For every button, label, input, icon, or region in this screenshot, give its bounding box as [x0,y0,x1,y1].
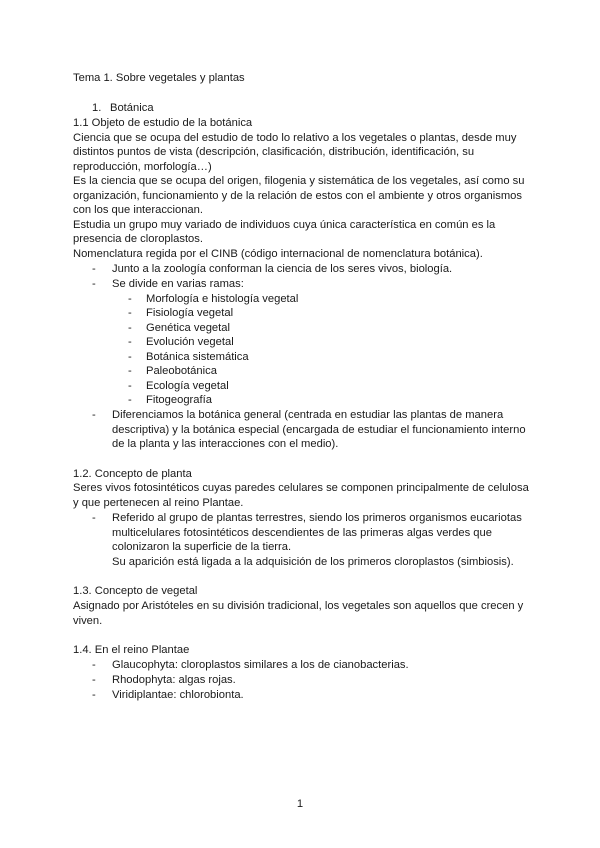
branch-item: Fitogeografía [146,394,212,406]
bullet-item: Referido al grupo de plantas terrestres, siendo los primeros organismos eucariotas [112,512,522,524]
bullet-item-continuation: multicelulares fotosintéticos descendientes de las primeras algas verdes que [112,527,492,539]
paragraph-line: distintos puntos de vista (descripción, clasificación, distribución, identificación, su [73,146,475,158]
branch-item: Genética vegetal [146,322,230,334]
paragraph-line: organización, funcionamiento y de la relación de estos con el ambiente y otros organismos [73,190,522,202]
section-1-3-heading: 1.3. Concepto de vegetal [73,585,198,597]
paragraph-line: Estudia un grupo muy variado de individuos cuya única característica en común es la [73,219,496,231]
bullet-dash: - [92,512,96,524]
paragraph-line: con los que interaccionan. [73,204,203,216]
sub-bullet-dash: - [128,365,132,377]
paragraph-line: Es la ciencia que se ocupa del origen, filogenia y sistemática de los vegetales, así como su [73,175,525,187]
paragraph-line: Seres vivos fotosintéticos cuyas paredes celulares se componen principalmente de celulosa [73,482,529,494]
bullet-dash: - [92,409,96,421]
sub-bullet-dash: - [128,307,132,319]
sub-bullet-dash: - [128,293,132,305]
paragraph-line: Nomenclatura regida por el CINB (código internacional de nomenclatura botánica). [73,248,483,260]
paragraph-line: reproducción, morfología…) [73,161,212,173]
bullet-item: Junto a la zoología conforman la ciencia de los seres vivos, biología. [112,263,453,275]
bullet-item: Diferenciamos la botánica general (centrada en estudiar las plantas de manera [112,409,504,421]
branch-item: Paleobotánica [146,365,217,377]
branch-item: Evolución vegetal [146,336,234,348]
branch-item: Morfología e histología vegetal [146,293,299,305]
bullet-item-continuation: descriptiva) y la botánica especial (encargada de estudiar el funcionamiento interno [112,424,526,436]
branch-item: Botánica sistemática [146,351,249,363]
section-1-number: 1. [92,102,102,114]
bullet-dash: - [92,263,96,275]
branch-item: Ecología vegetal [146,380,229,392]
bullet-item: Viridiplantae: chlorobionta. [112,689,244,701]
bullet-dash: - [92,689,96,701]
bullet-item: Se divide en varias ramas: [112,278,244,290]
bullet-item: Glaucophyta: cloroplastos similares a los de cianobacterias. [112,659,409,671]
sub-bullet-dash: - [128,394,132,406]
subsection-1-1-heading: 1.1 Objeto de estudio de la botánica [73,117,253,129]
paragraph-line: Ciencia que se ocupa del estudio de todo lo relativo a los vegetales o plantas, desde muy [73,132,517,144]
bullet-dash: - [92,659,96,671]
bullet-dash: - [92,674,96,686]
paragraph-line: y que pertenecen al reino Plantae. [73,497,244,509]
sub-bullet-dash: - [128,380,132,392]
bullet-item-continuation: Su aparición está ligada a la adquisición de los primeros cloroplastos (simbiosis). [112,556,514,568]
paragraph-line: presencia de cloroplastos. [73,233,203,245]
section-1-heading: Botánica [110,102,154,114]
sub-bullet-dash: - [128,322,132,334]
sub-bullet-dash: - [128,351,132,363]
section-1-4-heading: 1.4. En el reino Plantae [73,644,190,656]
bullet-item-continuation: colonizaron la superficie de la tierra. [112,541,292,553]
bullet-item: Rhodophyta: algas rojas. [112,674,236,686]
bullet-item-continuation: de la planta y las interacciones con el medio). [112,438,339,450]
paragraph-line: viven. [73,615,103,627]
section-1-2-heading: 1.2. Concepto de planta [73,468,192,480]
paragraph-line: Asignado por Aristóteles en su división tradicional, los vegetales son aquellos que crecen y [73,600,524,612]
sub-bullet-dash: - [128,336,132,348]
page-number: 1 [296,798,304,810]
bullet-dash: - [92,278,96,290]
document-title: Tema 1. Sobre vegetales y plantas [73,72,245,84]
branch-item: Fisiología vegetal [146,307,234,319]
